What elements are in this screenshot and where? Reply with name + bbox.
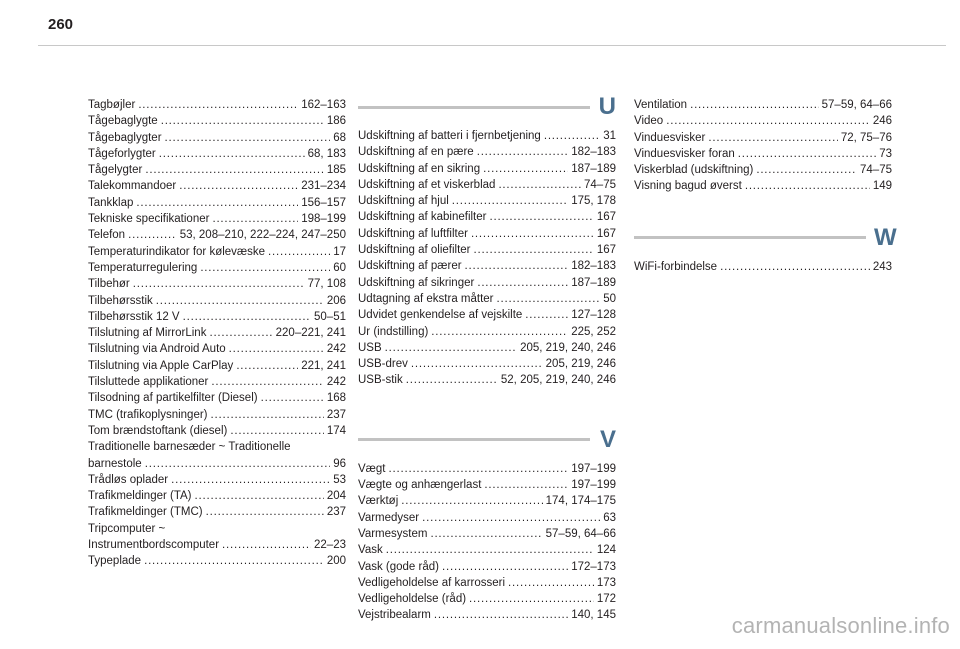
index-page-refs: 140, 145 (571, 609, 616, 622)
index-page-refs: 205, 219, 246 (545, 358, 616, 371)
index-entry (88, 276, 346, 292)
index-page-refs: 31 (603, 130, 616, 142)
index-entry (634, 146, 892, 162)
dot-leader (666, 113, 870, 129)
index-page-refs: 72, 75–76 (840, 131, 892, 144)
dot-leader (156, 293, 324, 309)
index-page-refs: 174 (326, 424, 346, 437)
index-entry (634, 162, 892, 178)
index-column-2 (358, 93, 616, 624)
section-header-w (634, 223, 897, 251)
index-term: Tilsodning af partikelfilter (Diesel) (88, 392, 258, 405)
index-entry (358, 307, 616, 323)
dot-leader (145, 162, 323, 178)
dot-leader (138, 97, 298, 113)
index-page-refs: 50 (603, 292, 616, 305)
dot-leader (508, 575, 594, 591)
index-term: barnestole (88, 457, 142, 470)
index-page-refs: 175, 178 (571, 195, 616, 208)
index-page-refs: 74–75 (584, 178, 616, 191)
dot-leader (229, 341, 324, 357)
index-term: Telefon (88, 229, 126, 242)
index-entry (88, 341, 346, 357)
index-term: Tilslutning via Apple CarPlay (88, 359, 234, 372)
index-page-refs: 74–75 (860, 164, 892, 177)
index-list-v (358, 461, 616, 624)
index-page-refs: 53, 208–210, 222–224, 247–250 (179, 229, 346, 242)
index-entry (358, 291, 616, 307)
dot-leader (406, 372, 498, 388)
section-letter-v: V (599, 425, 616, 453)
index-term: Tankklap (88, 196, 134, 209)
index-term: Tekniske specifikationer (88, 213, 210, 226)
index-entry (634, 130, 892, 146)
dot-leader (385, 340, 517, 356)
index-term: Udtagning af ekstra måtter (358, 292, 494, 305)
index-page-refs: 57–59, 64–66 (821, 99, 892, 111)
index-page-refs: 68 (333, 131, 346, 144)
index-entry (88, 553, 346, 569)
index-page-refs: 168 (326, 392, 346, 405)
index-page-refs: 182–183 (571, 260, 616, 273)
index-entry (358, 542, 616, 558)
index-entry (88, 227, 346, 243)
index-page-refs: 73 (879, 147, 892, 160)
index-page-refs: 242 (326, 343, 346, 356)
index-page-refs: 53 (333, 473, 346, 486)
dot-leader (136, 195, 298, 211)
index-page-refs: 17 (333, 245, 346, 258)
index-entry (358, 493, 616, 509)
index-term: Vægte og anhængerlast (358, 479, 482, 492)
index-page-refs: 231–234 (301, 180, 346, 193)
index-page-refs: 57–59, 64–66 (545, 527, 616, 540)
index-entry-line: Traditionelle barnesæder ~ Traditionelle (88, 441, 291, 454)
index-term: Udvidet genkendelse af vejskilte (358, 309, 523, 322)
index-entry (88, 260, 346, 276)
index-term: Vinduesvisker foran (634, 147, 735, 160)
index-entry (358, 177, 616, 193)
dot-leader (544, 128, 600, 144)
index-entry (88, 162, 346, 178)
index-entry (88, 358, 346, 374)
index-term: Varmesystem (358, 527, 428, 540)
index-term: Trådløs oplader (88, 473, 169, 486)
index-term: Tågelygter (88, 164, 143, 177)
dot-leader (211, 374, 323, 390)
index-page-refs: 173 (596, 576, 616, 589)
index-term: Vejstribealarm (358, 609, 431, 622)
index-term: Viskerblad (udskiftning) (634, 164, 754, 177)
index-page-refs: 205, 219, 240, 246 (520, 341, 616, 354)
index-entry (88, 293, 346, 309)
dot-leader (708, 130, 837, 146)
index-page-refs: 246 (872, 115, 892, 128)
index-term: Udskiftning af batteri i fjernbetjening (358, 130, 541, 142)
index-page-refs: 220–221, 241 (275, 327, 346, 340)
dot-leader (179, 178, 298, 194)
index-term: Temperaturindikator for kølevæske (88, 245, 266, 258)
index-page-refs: 52, 205, 219, 240, 246 (500, 374, 616, 387)
dot-leader (389, 461, 569, 477)
dot-leader (431, 324, 568, 340)
dot-leader (144, 553, 324, 569)
index-term: USB-stik (358, 374, 403, 387)
dot-leader (477, 275, 568, 291)
index-entry (88, 146, 346, 162)
dot-leader (434, 607, 568, 623)
index-entry (88, 456, 346, 472)
index-page-refs: 172 (596, 593, 616, 606)
index-term: Udskiftning af en sikring (358, 162, 481, 175)
index-page-refs: 127–128 (571, 309, 616, 322)
index-column-1 (88, 97, 346, 570)
index-term: Udskiftning af sikringer (358, 276, 475, 289)
dot-leader (165, 130, 331, 146)
index-term: Talekommandoer (88, 180, 177, 193)
index-entry (358, 575, 616, 591)
index-entry (88, 537, 346, 553)
index-term: Udskiftning af luftfilter (358, 227, 468, 240)
index-entry (88, 325, 346, 341)
dot-leader (145, 456, 330, 472)
dot-leader (222, 537, 311, 553)
dot-leader (128, 227, 177, 243)
index-term: Udskiftning af hjul (358, 195, 449, 208)
section-letter-w: W (874, 223, 897, 251)
index-entry (358, 193, 616, 209)
index-term: Tagbøjler (88, 99, 136, 111)
index-entry (88, 178, 346, 194)
dot-leader (469, 591, 594, 607)
index-entry (88, 374, 346, 390)
index-term: Udskiftning af pærer (358, 260, 462, 273)
index-page-refs: 68, 183 (307, 147, 346, 160)
index-entry (88, 244, 346, 260)
dot-leader (212, 211, 298, 227)
index-entry (634, 97, 892, 113)
index-term: Vægt (358, 462, 386, 475)
dot-leader (183, 309, 311, 325)
dot-leader (411, 356, 543, 372)
dot-leader (474, 242, 594, 258)
index-entry (634, 178, 892, 194)
dot-leader (756, 162, 857, 178)
index-entry (358, 372, 616, 388)
dot-leader (471, 226, 594, 242)
dot-leader (161, 113, 324, 129)
index-term: Tilbehør (88, 278, 130, 291)
index-entry (358, 258, 616, 274)
index-term: Ventilation (634, 99, 688, 111)
index-entry (358, 607, 616, 623)
page-number: 260 (48, 16, 74, 33)
index-page-refs: 187–189 (571, 276, 616, 289)
dot-leader (720, 259, 870, 275)
index-page-refs: 185 (326, 164, 346, 177)
index-term: Instrumentbordscomputer (88, 539, 220, 552)
index-entry-line: Tripcomputer ~ (88, 522, 166, 535)
section-letter-u: U (598, 93, 616, 120)
index-list-w (634, 259, 892, 275)
index-entry (88, 195, 346, 211)
index-page-refs: 237 (326, 408, 346, 421)
index-term: Tågebaglygter (88, 131, 162, 144)
header-rule (38, 45, 946, 46)
dot-leader (430, 526, 542, 542)
watermark: carmanualsonline.info (731, 613, 950, 638)
index-entry (358, 128, 616, 144)
index-term: Tågebaglygte (88, 115, 158, 128)
index-entry (358, 242, 616, 258)
dot-leader (498, 177, 581, 193)
dot-leader (261, 390, 324, 406)
index-term: TMC (trafikoplysninger) (88, 408, 208, 421)
index-term: USB-drev (358, 358, 408, 371)
dot-leader (465, 258, 569, 274)
index-entry (634, 113, 892, 129)
index-term: Varmedyser (358, 511, 420, 524)
index-entry (358, 461, 616, 477)
index-page-refs: 225, 252 (571, 325, 616, 338)
index-page-refs: 167 (596, 244, 616, 257)
index-page-refs: 167 (596, 211, 616, 224)
index-page-refs: 124 (596, 544, 616, 557)
index-term: Temperaturregulering (88, 261, 198, 274)
index-term: Trafikmeldinger (TMC) (88, 506, 203, 519)
index-term: Værktøj (358, 495, 399, 508)
index-page-refs: 182–183 (571, 146, 616, 159)
section-header-v (358, 427, 616, 453)
index-term: Udskiftning af kabinefilter (358, 211, 487, 224)
index-term: USB (358, 341, 382, 354)
index-page-refs: 242 (326, 376, 346, 389)
index-entry (358, 356, 616, 372)
index-page-refs: 22–23 (314, 539, 346, 552)
index-term: Vask (gode råd) (358, 560, 439, 573)
section-divider (634, 236, 866, 239)
index-page-refs: 221, 241 (301, 359, 346, 372)
index-entry (88, 130, 346, 146)
index-entry (88, 97, 346, 113)
dot-leader (401, 493, 542, 509)
index-entry (358, 161, 616, 177)
index-page-refs: 174, 174–175 (545, 495, 616, 508)
index-term: Ur (indstilling) (358, 325, 429, 338)
index-term: Tilbehørsstik (88, 294, 153, 307)
index-entry (88, 423, 346, 439)
dot-leader (195, 488, 324, 504)
index-page-refs: 167 (596, 227, 616, 240)
dot-leader (442, 559, 568, 575)
index-term: Vinduesvisker (634, 131, 706, 144)
index-entry (88, 390, 346, 406)
index-page-refs: 200 (326, 555, 346, 568)
index-entry (358, 324, 616, 340)
index-page-refs: 156–157 (301, 196, 346, 209)
dot-leader (206, 504, 324, 520)
index-page-refs: 187–189 (571, 162, 616, 175)
index-entry (88, 504, 346, 520)
dot-leader (738, 146, 876, 162)
dot-leader (745, 178, 870, 194)
index-term: Vask (358, 544, 383, 557)
index-list-v-cont (634, 97, 892, 195)
dot-leader (484, 477, 568, 493)
index-term: Tågeforlygter (88, 147, 156, 160)
index-page-refs: 60 (333, 261, 346, 274)
index-entry (88, 113, 346, 129)
index-term: Tom brændstoftank (diesel) (88, 424, 228, 437)
index-entry (358, 526, 616, 542)
index-term: Trafikmeldinger (TA) (88, 490, 192, 503)
index-page-refs: 63 (603, 511, 616, 524)
index-entry (358, 226, 616, 242)
index-page-refs: 197–199 (571, 479, 616, 492)
dot-leader (477, 144, 569, 160)
index-entry (358, 477, 616, 493)
index-term: Vedligeholdelse af karrosseri (358, 576, 506, 589)
index-entry (634, 259, 892, 275)
index-page-refs: 149 (872, 180, 892, 193)
index-term: Vedligeholdelse (råd) (358, 593, 467, 606)
section-header-u (358, 94, 616, 120)
index-entry (358, 559, 616, 575)
dot-leader (690, 97, 819, 113)
index-term: Tilslutning af MirrorLink (88, 327, 207, 340)
index-page-refs: 77, 108 (307, 278, 346, 291)
index-entry (358, 340, 616, 356)
dot-leader (159, 146, 305, 162)
index-term: Visning bagud øverst (634, 180, 742, 193)
index-term: Udskiftning af oliefilter (358, 244, 471, 257)
section-divider (358, 438, 590, 441)
index-page-refs: 50–51 (314, 310, 346, 323)
dot-leader (230, 423, 323, 439)
index-entry (358, 144, 616, 160)
dot-leader (386, 542, 594, 558)
index-page-refs: 162–163 (301, 99, 346, 111)
dot-leader (211, 407, 324, 423)
section-divider (358, 106, 590, 109)
index-entry (88, 407, 346, 423)
index-term: Tilbehørsstik 12 V (88, 310, 180, 323)
index-term: WiFi-forbindelse (634, 260, 718, 273)
dot-leader (200, 260, 330, 276)
dot-leader (483, 161, 568, 177)
dot-leader (497, 291, 601, 307)
index-entry (358, 209, 616, 225)
index-entry (88, 472, 346, 488)
dot-leader (268, 244, 330, 260)
index-term: Udskiftning af en pære (358, 146, 474, 159)
index-entry (358, 510, 616, 526)
index-term: Typeplade (88, 555, 142, 568)
index-page-refs: 198–199 (301, 213, 346, 226)
dot-leader (236, 358, 298, 374)
dot-leader (422, 510, 600, 526)
index-entry (88, 211, 346, 227)
index-page-refs: 204 (326, 490, 346, 503)
dot-leader (171, 472, 330, 488)
index-entry (88, 488, 346, 504)
index-column-3 (634, 97, 897, 275)
index-page-refs: 172–173 (571, 560, 616, 573)
index-term: Udskiftning af et viskerblad (358, 178, 496, 191)
dot-leader (133, 276, 305, 292)
index-entry (358, 591, 616, 607)
index-page-refs: 186 (326, 115, 346, 128)
index-term: Video (634, 115, 664, 128)
index-page-refs: 197–199 (571, 462, 616, 475)
index-entry (358, 275, 616, 291)
dot-leader (209, 325, 272, 341)
index-page-refs: 96 (333, 457, 346, 470)
index-page-refs: 237 (326, 506, 346, 519)
index-entry (88, 309, 346, 325)
index-list-u (358, 128, 616, 389)
dot-leader (525, 307, 568, 323)
index-page-refs: 243 (872, 260, 892, 273)
index-page-refs: 206 (326, 294, 346, 307)
dot-leader (452, 193, 568, 209)
index-term: Tilslutning via Android Auto (88, 343, 226, 356)
dot-leader (489, 209, 593, 225)
index-term: Tilsluttede applikationer (88, 376, 209, 389)
